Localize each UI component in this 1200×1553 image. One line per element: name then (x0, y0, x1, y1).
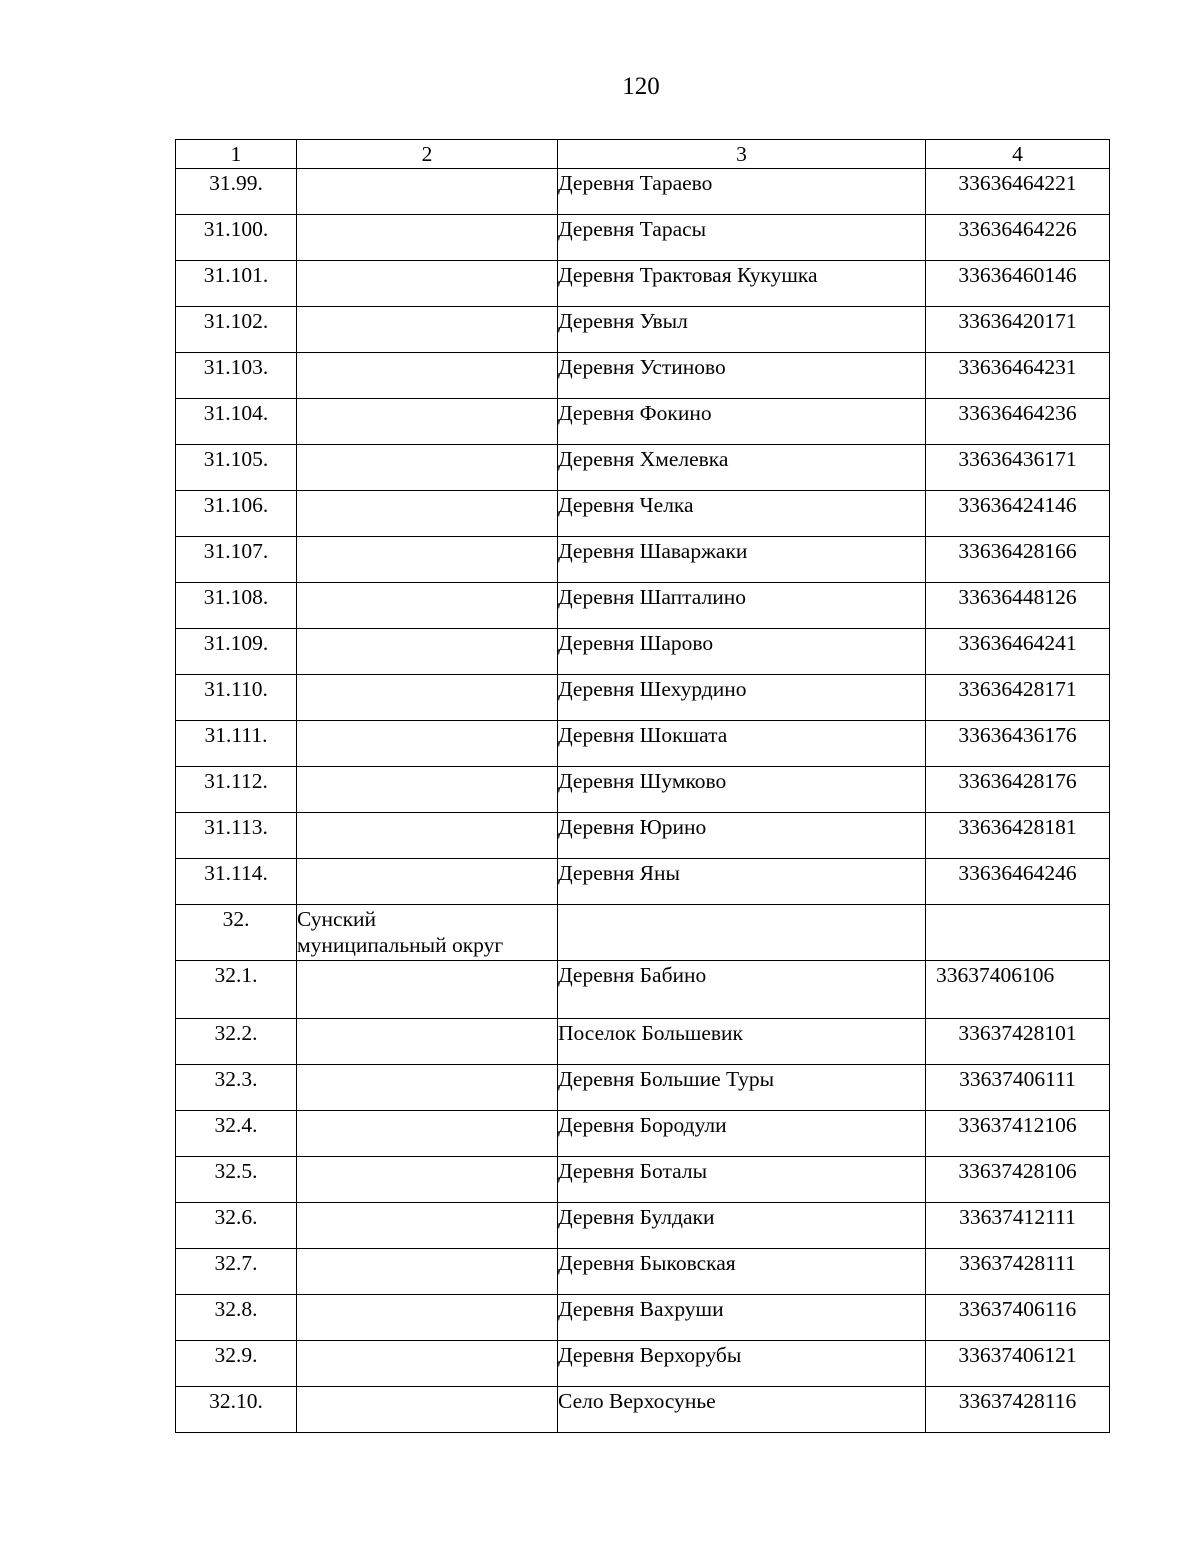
settlement-name-cell: Деревня Шаваржаки (558, 537, 926, 583)
row-number-cell: 31.112. (176, 767, 297, 813)
row-number-cell: 32.10. (176, 1387, 297, 1433)
settlement-name-cell: Деревня Шарово (558, 629, 926, 675)
district-cell (297, 1387, 558, 1433)
row-number-cell: 32.1. (176, 961, 297, 1019)
settlement-name-cell: Деревня Бабино (558, 961, 926, 1019)
row-number-cell: 31.111. (176, 721, 297, 767)
settlement-name-cell: Деревня Яны (558, 859, 926, 905)
oktmo-code-cell: 33637428106 (926, 1157, 1110, 1203)
oktmo-code-cell: 33636428181 (926, 813, 1110, 859)
row-number-cell: 31.114. (176, 859, 297, 905)
oktmo-code-cell: 33637412111 (926, 1203, 1110, 1249)
page-number: 120 (622, 73, 660, 100)
oktmo-code-cell: 33637428111 (926, 1249, 1110, 1295)
settlement-name-cell: Деревня Фокино (558, 399, 926, 445)
district-cell (297, 1157, 558, 1203)
row-number-cell: 31.105. (176, 445, 297, 491)
oktmo-code-cell: 33636428171 (926, 675, 1110, 721)
settlement-name-cell: Деревня Устиново (558, 353, 926, 399)
oktmo-code-cell: 33636436171 (926, 445, 1110, 491)
settlement-name-cell: Деревня Боталы (558, 1157, 926, 1203)
row-number-cell: 32.3. (176, 1065, 297, 1111)
row-number-cell: 32.4. (176, 1111, 297, 1157)
oktmo-code-cell: 33636428166 (926, 537, 1110, 583)
table-row (176, 1341, 1110, 1387)
settlement-name-cell: Деревня Тараево (558, 169, 926, 215)
settlement-name-cell: Деревня Хмелевка (558, 445, 926, 491)
settlement-name-cell: Деревня Быковская (558, 1249, 926, 1295)
row-number-cell: 31.99. (176, 169, 297, 215)
table-header-row (176, 140, 1110, 169)
district-cell (297, 307, 558, 353)
row-number-cell: 32. (176, 905, 297, 961)
oktmo-code-cell: 33637406121 (926, 1341, 1110, 1387)
row-number-cell: 32.6. (176, 1203, 297, 1249)
oktmo-code-cell: 33636464231 (926, 353, 1110, 399)
table-row (176, 767, 1110, 813)
table-row (176, 721, 1110, 767)
settlement-name-cell: Деревня Шокшата (558, 721, 926, 767)
settlement-name-cell (558, 905, 926, 961)
row-number-cell: 31.100. (176, 215, 297, 261)
row-number-cell: 32.7. (176, 1249, 297, 1295)
district-cell (297, 583, 558, 629)
district-cell (297, 169, 558, 215)
settlement-name-cell: Деревня Шапталино (558, 583, 926, 629)
district-cell (297, 215, 558, 261)
oktmo-code-cell: 33637412106 (926, 1111, 1110, 1157)
table-row (176, 1295, 1110, 1341)
district-cell (297, 859, 558, 905)
district-cell (297, 261, 558, 307)
table-row (176, 629, 1110, 675)
district-cell (297, 721, 558, 767)
district-cell (297, 813, 558, 859)
district-cell (297, 399, 558, 445)
oktmo-code-cell: 33637406116 (926, 1295, 1110, 1341)
settlement-name-cell: Деревня Шумково (558, 767, 926, 813)
district-name-line: муниципальный округ (297, 933, 504, 957)
settlement-name-cell: Деревня Тарасы (558, 215, 926, 261)
table-row (176, 961, 1110, 1019)
row-number-cell: 31.109. (176, 629, 297, 675)
oktmo-code-cell: 33636420171 (926, 307, 1110, 353)
row-number-cell: 32.5. (176, 1157, 297, 1203)
district-cell (297, 1249, 558, 1295)
district-cell (297, 491, 558, 537)
table-row (176, 1203, 1110, 1249)
settlement-name-cell: Село Верхосунье (558, 1387, 926, 1433)
table-row (176, 1111, 1110, 1157)
oktmo-code-cell: 33636464246 (926, 859, 1110, 905)
district-cell (297, 675, 558, 721)
table-row (176, 169, 1110, 215)
settlement-name-cell: Деревня Вахруши (558, 1295, 926, 1341)
table-body (176, 169, 1110, 1433)
row-number-cell: 31.104. (176, 399, 297, 445)
settlement-name-cell: Деревня Увыл (558, 307, 926, 353)
district-cell (297, 961, 558, 1019)
oktmo-code-cell: 33636464226 (926, 215, 1110, 261)
table-row (176, 583, 1110, 629)
row-number-cell: 31.103. (176, 353, 297, 399)
oktmo-code-cell (926, 905, 1110, 961)
district-cell (297, 537, 558, 583)
table-row (176, 445, 1110, 491)
row-number-cell: 31.113. (176, 813, 297, 859)
row-number-cell: 31.101. (176, 261, 297, 307)
table-row (176, 1387, 1110, 1433)
row-number-cell: 31.108. (176, 583, 297, 629)
settlement-name-cell: Деревня Большие Туры (558, 1065, 926, 1111)
column-header: 4 (926, 140, 1110, 169)
row-number-cell: 31.106. (176, 491, 297, 537)
table-row (176, 399, 1110, 445)
oktmo-code-cell: 33636464221 (926, 169, 1110, 215)
oktmo-code-cell: 33636460146 (926, 261, 1110, 307)
table-row (176, 215, 1110, 261)
district-cell (297, 905, 558, 961)
table-row (176, 1065, 1110, 1111)
row-number-cell: 31.107. (176, 537, 297, 583)
column-header: 2 (297, 140, 558, 169)
settlement-name-cell: Деревня Булдаки (558, 1203, 926, 1249)
column-header: 1 (176, 140, 297, 169)
settlements-table (175, 139, 1110, 1433)
district-cell (297, 1065, 558, 1111)
oktmo-code-cell: 33637428116 (926, 1387, 1110, 1433)
settlement-name-cell: Деревня Трактовая Кукушка (558, 261, 926, 307)
oktmo-code-cell: 33637406111 (926, 1065, 1110, 1111)
settlement-name-cell: Деревня Шехурдино (558, 675, 926, 721)
row-number-cell: 32.2. (176, 1019, 297, 1065)
row-number-cell: 31.102. (176, 307, 297, 353)
oktmo-code-cell: 33636436176 (926, 721, 1110, 767)
row-number-cell: 31.110. (176, 675, 297, 721)
settlement-name-cell: Поселок Большевик (558, 1019, 926, 1065)
column-header: 3 (558, 140, 926, 169)
settlement-name-cell: Деревня Челка (558, 491, 926, 537)
row-number-cell: 32.8. (176, 1295, 297, 1341)
district-cell (297, 445, 558, 491)
settlement-name-cell: Деревня Юрино (558, 813, 926, 859)
district-cell (297, 353, 558, 399)
district-cell (297, 1295, 558, 1341)
district-name-line: Сунский (297, 907, 377, 931)
table-row (176, 537, 1110, 583)
oktmo-code-cell: 33636464236 (926, 399, 1110, 445)
oktmo-code-cell: 33636424146 (926, 491, 1110, 537)
table-row (176, 307, 1110, 353)
table-row (176, 813, 1110, 859)
table-row (176, 859, 1110, 905)
table-row (176, 675, 1110, 721)
district-cell (297, 1341, 558, 1387)
table-row (176, 1249, 1110, 1295)
district-cell (297, 1019, 558, 1065)
table-row (176, 261, 1110, 307)
table-row (176, 1019, 1110, 1065)
district-cell (297, 1203, 558, 1249)
district-cell (297, 629, 558, 675)
table-row (176, 905, 1110, 961)
table-row (176, 1157, 1110, 1203)
oktmo-code-cell: 33637428101 (926, 1019, 1110, 1065)
oktmo-code-cell: 33637406106 (926, 961, 1110, 1019)
district-cell (297, 767, 558, 813)
table-row (176, 491, 1110, 537)
settlement-name-cell: Деревня Бородули (558, 1111, 926, 1157)
row-number-cell: 32.9. (176, 1341, 297, 1387)
oktmo-code-cell: 33636448126 (926, 583, 1110, 629)
district-cell (297, 1111, 558, 1157)
oktmo-code-cell: 33636464241 (926, 629, 1110, 675)
oktmo-code-cell: 33636428176 (926, 767, 1110, 813)
settlement-name-cell: Деревня Верхорубы (558, 1341, 926, 1387)
table-row (176, 353, 1110, 399)
